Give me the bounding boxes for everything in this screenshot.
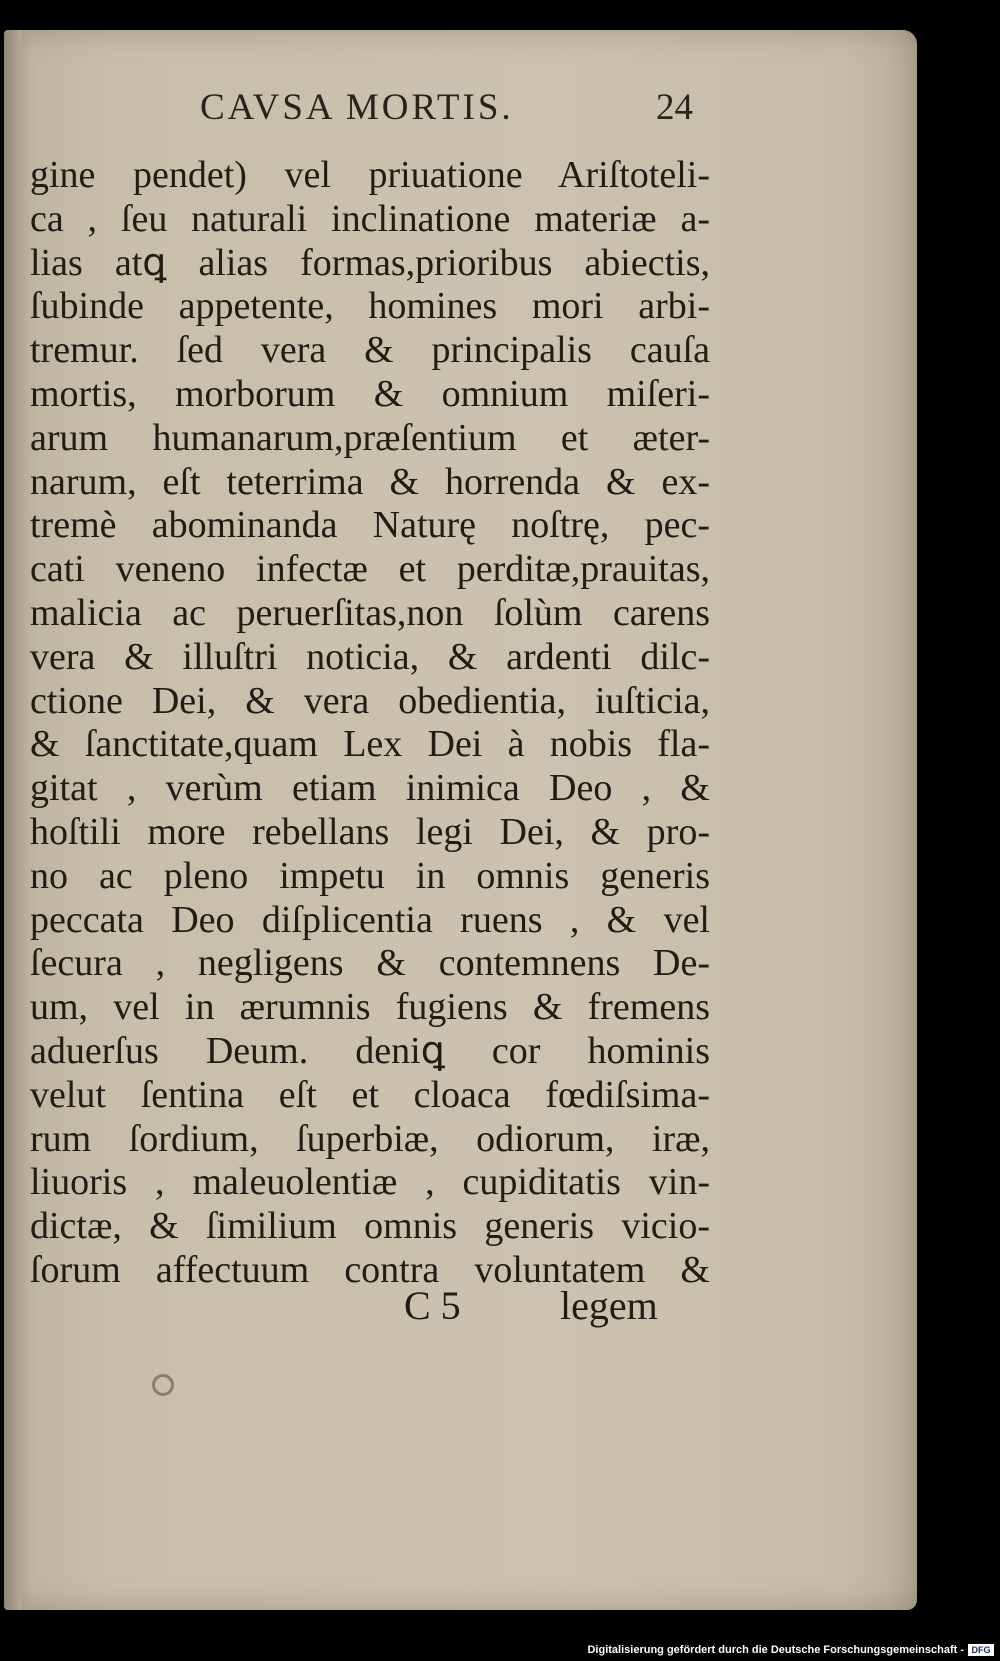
text-line: tremè abominanda Naturę noſtrę, pec- xyxy=(30,504,710,547)
text-line: vera & illuſtri noticia, & ardenti dilc- xyxy=(30,635,710,678)
catchword: legem xyxy=(560,1283,658,1328)
book-page xyxy=(4,30,917,1610)
text-line: dictæ, & ſimilium omnis generis vicio- xyxy=(30,1205,710,1248)
text-line: gitat , verùm etiam inimica Deo , & xyxy=(30,767,710,810)
text-line: gine pendet) vel priuatione Ariſtoteli- xyxy=(30,154,710,196)
text-line: hoſtili more rebellans legi Dei, & pro- xyxy=(30,810,710,853)
catch-row xyxy=(4,1282,917,1332)
text-line: narum, eſt teterrima & horrenda & ex- xyxy=(30,460,710,503)
text-line: cati veneno infectæ et perditæ,prauitas, xyxy=(30,548,710,591)
text-line: ſorum affectuum contra voluntatem & xyxy=(30,1248,710,1291)
running-head xyxy=(4,86,917,136)
running-head-title: CAVSA MORTIS. xyxy=(200,87,514,128)
text-line: rum ſordium, ſuperbiæ, odiorum, iræ, xyxy=(30,1117,710,1160)
body-text xyxy=(30,154,710,1293)
text-line: um, vel in ærumnis fugiens & fremens xyxy=(30,986,710,1029)
text-line: mortis, morborum & omnium miſeri- xyxy=(30,372,710,415)
text-line: velut ſentina eſt et cloaca fœdiſsima- xyxy=(30,1073,710,1116)
text-line: no ac pleno impetu in omnis generis xyxy=(30,854,710,897)
dfg-logo-icon: DFG xyxy=(968,1644,994,1656)
text-line: tremur. ſed vera & principalis cauſa xyxy=(30,329,710,372)
text-line: ſubinde appetente, homines mori arbi- xyxy=(30,285,710,328)
digitization-credit: Digitalisierung gefördert durch die Deutsche Forschungsgemeinschaft - xyxy=(587,1644,964,1656)
text-line: liuoris , maleuolentiæ , cupiditatis vin- xyxy=(30,1161,710,1204)
text-line: peccata Deo diſplicentia ruens , & vel xyxy=(30,898,710,941)
text-line: & ſanctitate,quam Lex Dei à nobis fla- xyxy=(30,723,710,766)
text-line: ca , ſeu naturali inclinatione materiæ a- xyxy=(30,197,710,240)
signature-mark: C 5 xyxy=(404,1283,461,1328)
ink-stain-mark xyxy=(152,1374,174,1396)
text-line: ctione Dei, & vera obedientia, iuſticia, xyxy=(30,679,710,722)
text-line: aduerſus Deum. deniꝗ cor hominis xyxy=(30,1029,710,1072)
text-line: lias atꝗ alias formas,prioribus abiectis, xyxy=(30,241,710,284)
page-number: 24 xyxy=(656,87,693,128)
text-line: arum humanarum,præſentium et æter- xyxy=(30,416,710,459)
page-gutter-edge xyxy=(4,30,22,1610)
text-line: ſecura , negligens & contemnens De- xyxy=(30,942,710,985)
text-line: malicia ac peruerſitas,non ſolùm carens xyxy=(30,591,710,634)
